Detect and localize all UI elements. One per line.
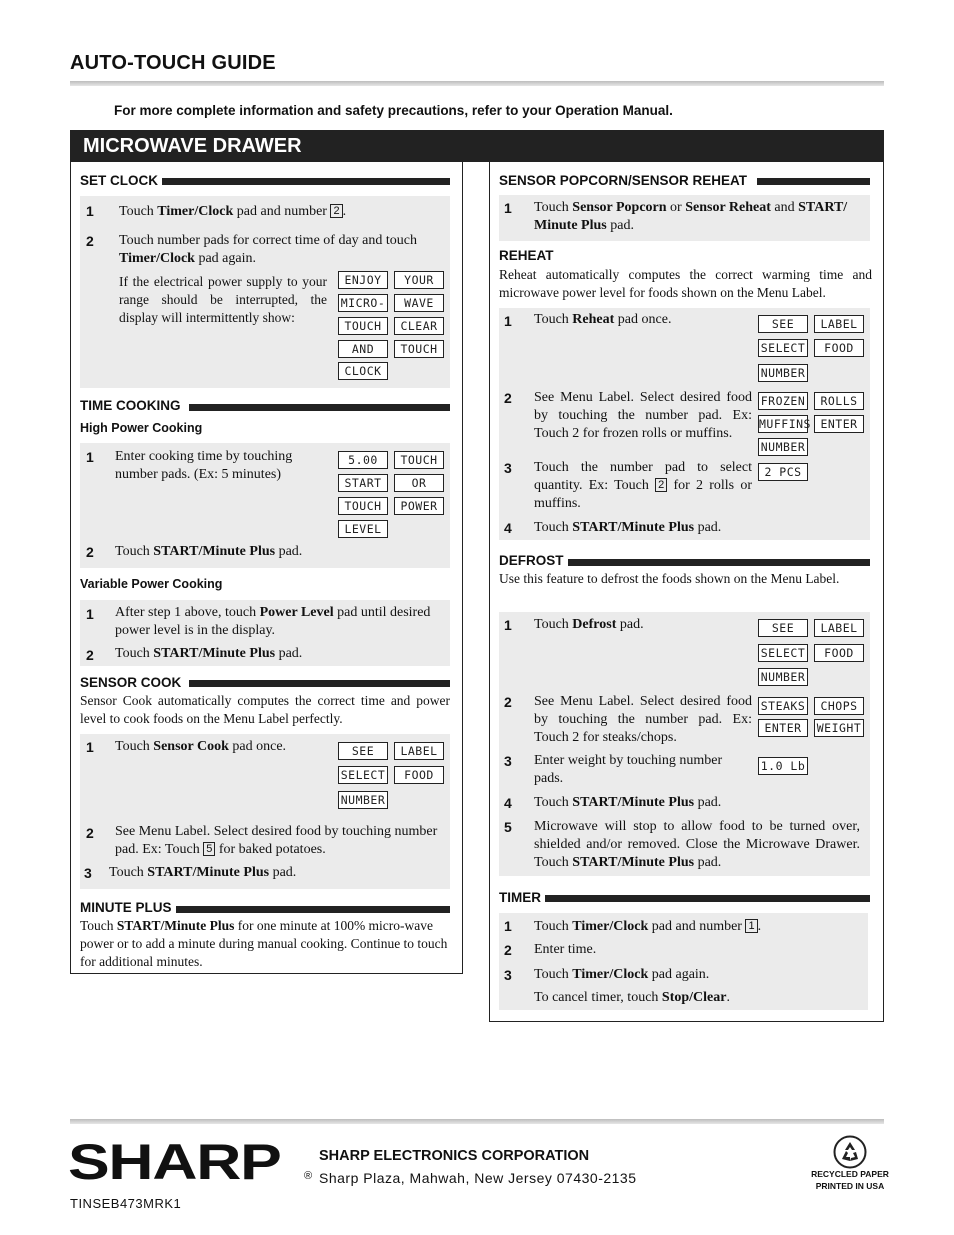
- lcd-display: LEVEL: [338, 520, 388, 538]
- timer-step1: Touch Timer/Clock pad and number 1 .: [534, 919, 762, 934]
- defrost-heading: DEFROST: [499, 553, 568, 568]
- lcd-display: OR: [394, 474, 444, 492]
- timer-bar: [499, 895, 870, 902]
- step-number: 1: [504, 918, 512, 934]
- step-number: 2: [86, 825, 94, 841]
- reheat-step2: See Menu Label. Select desired food by touching the number pad. Ex: Touch 2 for frozen rolls or muffins.: [534, 390, 752, 441]
- lcd-display: TOUCH: [394, 451, 444, 469]
- lcd-display: POWER: [394, 497, 444, 515]
- reheat-step4: Touch START/Minute Plus pad.: [534, 520, 722, 535]
- step-number: 3: [84, 865, 92, 881]
- step-number: 2: [86, 647, 94, 663]
- lcd-display: WEIGHT: [814, 719, 864, 737]
- lcd-display: NUMBER: [338, 791, 388, 809]
- set-clock-note: If the electrical power supply to your range should be interrupted, the display will intermittently show:: [119, 274, 327, 325]
- defrost-step4: Touch START/Minute Plus pad.: [534, 795, 722, 810]
- lcd-display: 1.0 Lb: [758, 757, 808, 775]
- reheat-heading: REHEAT: [499, 248, 558, 263]
- lcd-display: ROLLS: [814, 392, 864, 410]
- lcd-display: SEE: [758, 619, 808, 637]
- step-number: 1: [86, 203, 94, 219]
- high-power-step2: Touch START/Minute Plus pad.: [115, 544, 303, 559]
- set-clock-step1: Touch Timer/Clock pad and number 2 .: [119, 204, 347, 219]
- variable-power-step1: After step 1 above, touch Power Level pad until desired power level is in the display.: [115, 605, 431, 638]
- step-number: 4: [504, 520, 512, 536]
- step-number: 3: [504, 460, 512, 476]
- minute-plus-text: Touch START/Minute Plus for one minute at 100% micro-wave power or to add a minute during manual cooking. Continue to touch for additional minutes.: [80, 918, 448, 969]
- lcd-display: START: [338, 474, 388, 492]
- reheat-step1: Touch Reheat pad once.: [534, 312, 672, 327]
- step-number: 3: [504, 753, 512, 769]
- corporation-address: Sharp Plaza, Mahwah, New Jersey 07430-2135: [319, 1170, 637, 1186]
- sharp-logo: SHARP: [68, 1134, 281, 1190]
- defrost-step5: Microwave will stop to allow food to be turned over, shielded and/or removed. Close the Microwave Drawer. Touch START/Minute Plus pad.: [534, 819, 860, 870]
- lcd-display: CLOCK: [338, 362, 388, 380]
- timer-cancel-note: To cancel timer, touch Stop/Clear.: [534, 990, 730, 1005]
- step-number: 2: [86, 233, 94, 249]
- lcd-display: SEE: [758, 315, 808, 333]
- lcd-display: TOUCH: [394, 340, 444, 358]
- lcd-display: FOOD: [394, 766, 444, 784]
- corporation-name: SHARP ELECTRONICS CORPORATION: [319, 1148, 590, 1164]
- lcd-display: YOUR: [394, 271, 444, 289]
- lcd-display: LABEL: [814, 315, 864, 333]
- reheat-step3: Touch the number pad to select quantity. Ex: Touch 2 for 2 rolls or muffins.: [534, 460, 752, 511]
- lcd-display: SELECT: [758, 644, 808, 662]
- lcd-display: 2 PCS: [758, 463, 808, 481]
- lcd-display: AND: [338, 340, 388, 358]
- step-number: 5: [504, 819, 512, 835]
- lcd-display: CLEAR: [394, 317, 444, 335]
- timer-step2: Enter time.: [534, 942, 597, 957]
- sensor-cook-heading: SENSOR COOK: [80, 675, 189, 690]
- lcd-display: MICRO-: [338, 294, 388, 312]
- high-power-heading: High Power Cooking: [80, 421, 203, 435]
- time-cooking-heading: TIME COOKING: [80, 398, 189, 413]
- set-clock-step2: Touch number pads for correct time of day and touch Timer/Clock pad again.: [119, 233, 417, 266]
- lcd-display: ENTER: [814, 415, 864, 433]
- recycled-label: RECYCLED PAPER PRINTED IN USA: [811, 1169, 889, 1191]
- lcd-display: ENJOY: [338, 271, 388, 289]
- defrost-intro: Use this feature to defrost the foods shown on the Menu Label.: [499, 571, 840, 586]
- step-number: 1: [504, 313, 512, 329]
- step-number: 4: [504, 795, 512, 811]
- page-title: AUTO-TOUCH GUIDE: [70, 52, 276, 74]
- lcd-display: SEE: [338, 742, 388, 760]
- lcd-display: NUMBER: [758, 364, 808, 382]
- step-number: 3: [504, 967, 512, 983]
- set-clock-heading: SET CLOCK: [80, 173, 162, 188]
- number-key: 2: [655, 478, 667, 492]
- lcd-display: CHOPS: [814, 697, 864, 715]
- timer-step3: Touch Timer/Clock pad again.: [534, 967, 710, 982]
- lcd-display: WAVE: [394, 294, 444, 312]
- step-number: 2: [86, 544, 94, 560]
- lcd-display: LABEL: [814, 619, 864, 637]
- sensor-cook-step1: Touch Sensor Cook pad once.: [115, 739, 287, 754]
- variable-power-heading: Variable Power Cooking: [80, 577, 223, 591]
- sensor-cook-step3: Touch START/Minute Plus pad.: [109, 865, 297, 880]
- timer-heading: TIMER: [499, 890, 545, 905]
- lcd-display: NUMBER: [758, 668, 808, 686]
- lcd-display: FOOD: [814, 644, 864, 662]
- subtitle: For more complete information and safety precautions, refer to your Operation Manual.: [114, 103, 673, 118]
- lcd-display: ENTER: [758, 719, 808, 737]
- minute-plus-heading: MINUTE PLUS: [80, 900, 176, 915]
- step-number: 1: [86, 606, 94, 622]
- lcd-display: LABEL: [394, 742, 444, 760]
- lcd-display: NUMBER: [758, 438, 808, 456]
- variable-power-step2: Touch START/Minute Plus pad.: [115, 646, 303, 661]
- lcd-display: FROZEN: [758, 392, 808, 410]
- number-key: 2: [330, 204, 342, 218]
- sensor-cook-intro: Sensor Cook automatically computes the correct time and power level to cook foods on the Menu Label perfectly.: [80, 693, 450, 726]
- header-rule: [70, 81, 884, 86]
- step-number: 2: [504, 390, 512, 406]
- document-code: TINSEB473MRK1: [70, 1196, 182, 1211]
- reheat-intro: Reheat automatically computes the correct warming time and microwave power level for foods shown on the Menu Label.: [499, 267, 872, 300]
- banner-title: MICROWAVE DRAWER: [83, 135, 302, 157]
- step-number: 1: [86, 739, 94, 755]
- number-key: 1: [745, 919, 757, 933]
- registered-mark: ®: [304, 1170, 313, 1182]
- sensor-popcorn-heading: SENSOR POPCORN/SENSOR REHEAT: [499, 173, 757, 188]
- lcd-display: MUFFINS: [759, 417, 811, 431]
- step-number: 1: [504, 200, 512, 216]
- lcd-display: TOUCH: [338, 317, 388, 335]
- defrost-step3: Enter weight by touching number pads.: [534, 753, 723, 786]
- step-number: 2: [504, 694, 512, 710]
- sensor-popcorn-step1: Touch Sensor Popcorn or Sensor Reheat and START/ Minute Plus pad.: [534, 200, 848, 233]
- step-number: 1: [86, 449, 94, 465]
- number-key: 5: [203, 842, 215, 856]
- high-power-step1: Enter cooking time by touching number pads. (Ex: 5 minutes): [115, 449, 293, 482]
- step-number: 2: [504, 942, 512, 958]
- lcd-display: FOOD: [814, 339, 864, 357]
- step-number: 1: [504, 617, 512, 633]
- sensor-cook-step2: See Menu Label. Select desired food by touching number pad. Ex: Touch 5 for baked potatoes.: [115, 824, 438, 857]
- lcd-display: SELECT: [758, 339, 808, 357]
- defrost-step1: Touch Defrost pad.: [534, 617, 644, 632]
- section-banner: [70, 130, 884, 162]
- lcd-display: STEAKS: [758, 697, 808, 715]
- lcd-display: TOUCH: [338, 497, 388, 515]
- lcd-display: SELECT: [338, 766, 388, 784]
- footer-rule: [70, 1119, 884, 1124]
- lcd-display: 5.00: [338, 451, 388, 469]
- defrost-step2: See Menu Label. Select desired food by touching the number pad. Ex: Touch 2 for steaks/chops.: [534, 694, 752, 745]
